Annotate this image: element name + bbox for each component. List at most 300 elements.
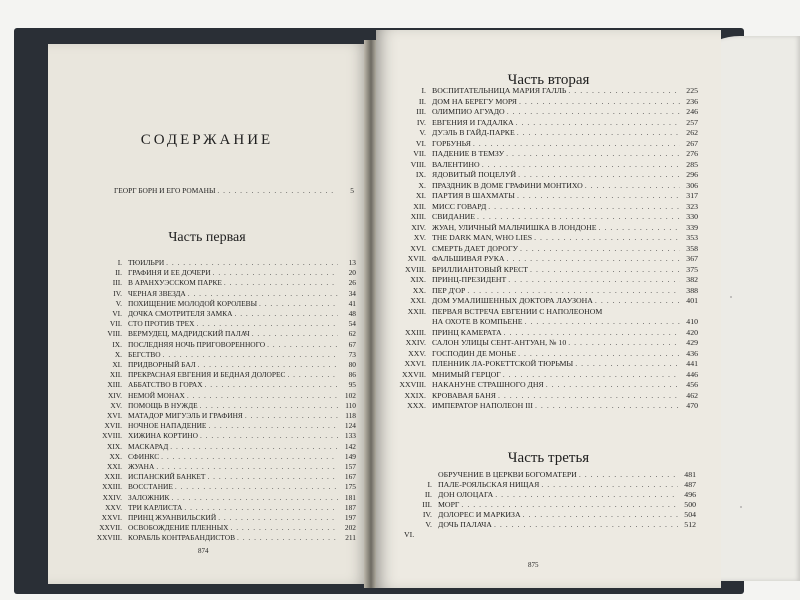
chapter-number: XXIX. [404, 390, 426, 400]
toc-entry [86, 442, 356, 452]
leader-dots [518, 349, 680, 359]
chapter-number: XXI. [107, 462, 122, 471]
chapter-page: 142 [344, 441, 356, 451]
chapter-number: I. [427, 480, 432, 489]
chapter-title: НАКАНУНЕ СТРАШНОГО ДНЯ [432, 380, 544, 389]
chapter-page: 296 [686, 170, 698, 179]
chapter-number: II. [115, 268, 122, 278]
chapter-page: 436 [686, 348, 698, 358]
leader-dots [507, 254, 680, 264]
chapter-page: 124 [344, 421, 356, 431]
chapter-title: ПРЕКРАСНАЯ ЕВГЕНИЯ И БЕДНАЯ ДОЛОРЕС [128, 370, 286, 380]
chapter-page: 470 [686, 401, 698, 410]
chapter-title: ВЕРМУДЕЦ, МАДРИДСКИЙ ПАЛАЧ [128, 329, 250, 339]
toc-entry [390, 349, 698, 359]
toc-entry [390, 286, 698, 296]
chapter-page: 441 [686, 359, 698, 368]
chapter-page: 41 [348, 298, 356, 308]
leader-dots [530, 265, 680, 275]
leader-dots [175, 482, 338, 492]
chapter-title: ПРАЗДНИК В ДОМЕ ГРАФИНИ МОНТИХО [432, 180, 583, 190]
chapter-number: V. [419, 128, 426, 137]
leader-dots [171, 493, 338, 503]
chapter-number: XVII. [104, 421, 122, 431]
toc-entry [404, 470, 696, 480]
chapter-page: 149 [344, 451, 356, 461]
chapter-number: I. [421, 86, 426, 95]
intro-entry [114, 186, 354, 196]
chapter-page: 246 [686, 107, 698, 116]
chapter-number: XV. [110, 400, 122, 410]
leader-dots [599, 223, 680, 233]
chapter-number: XXII. [407, 306, 426, 316]
chapter-number: XVIII. [405, 264, 426, 274]
chapter-number: XXIII. [405, 327, 426, 337]
chapter-title: АББАТСТВО В ГОРАХ [128, 380, 203, 390]
chapter-page: 267 [686, 138, 698, 148]
chapter-title: НЕМОЙ МОНАХ [128, 390, 185, 400]
chapter-number: XIII. [410, 212, 426, 221]
intro-title: ГЕОРГ БОРН И ЕГО РОМАНЫ [114, 186, 216, 195]
toc-entry [390, 328, 698, 338]
leader-dots [161, 452, 338, 462]
leader-dots [166, 258, 338, 268]
toc-entry [390, 317, 698, 327]
toc-entry [390, 265, 698, 275]
toc-entry [390, 212, 698, 222]
chapter-title: ОСВОБОЖДЕНИЕ ПЛЕННЫХ [128, 523, 229, 533]
toc-entry [390, 128, 698, 138]
chapter-page: 456 [686, 380, 698, 389]
chapter-number: VIII. [410, 159, 426, 169]
chapter-page: 202 [344, 523, 356, 533]
chapter-number: IV. [113, 288, 122, 298]
chapter-title: НА ОХОТЕ В КОМПЬЕНЕ [432, 317, 523, 326]
leader-dots [461, 500, 678, 510]
chapter-title: ИМПЕРАТОР НАПОЛЕОН III [432, 401, 534, 410]
toc-entry [390, 202, 698, 212]
toc-entry [390, 254, 698, 264]
chapter-page: 446 [686, 369, 698, 379]
toc-entry [390, 118, 698, 128]
chapter-page: 167 [344, 472, 356, 482]
chapter-title: ГРАФИНЯ И ЕЕ ДОЧЕРИ [128, 268, 211, 278]
toc-entry [404, 480, 696, 490]
chapter-number: XXII. [104, 472, 122, 482]
chapter-title: ПАДЕНИЕ В ТЕМЗУ [432, 149, 505, 158]
chapter-number: XVIII. [102, 431, 122, 441]
chapter-number: XXIV. [405, 338, 426, 347]
toc-entry [390, 149, 698, 159]
chapter-title: ЧЕРНАЯ ЗВЕЗДА [128, 288, 186, 298]
leader-dots [267, 340, 338, 350]
chapter-number: II. [418, 96, 426, 106]
chapter-title: ДОЧЬ ПАЛАЧА [438, 520, 492, 529]
toc-entry [86, 360, 356, 370]
chapter-title: СВИДАНИЕ [432, 212, 476, 221]
chapter-page: 187 [344, 502, 356, 512]
leader-dots [197, 319, 338, 329]
chapter-title: ПОСЛЕДНЯЯ НОЧЬ ПРИГОВОРЕННОГО [128, 339, 266, 349]
chapter-page: 410 [686, 317, 698, 326]
chapter-title: ЯДОВИТЫЙ ПОЦЕЛУЙ [432, 170, 517, 179]
chapter-number: XXI. [410, 296, 426, 305]
leader-dots [579, 470, 678, 480]
chapter-number: XI. [112, 360, 122, 369]
leader-dots [568, 86, 680, 96]
chapter-number: XIII. [107, 380, 122, 390]
chapter-number: XXVII. [99, 523, 122, 533]
toc-entry [86, 299, 356, 309]
page-number-left: 874 [198, 547, 209, 555]
chapter-page: 257 [686, 117, 698, 127]
leader-dots [467, 286, 680, 296]
chapter-number: VI. [112, 309, 122, 318]
toc-entry [390, 401, 698, 411]
chapter-number: IX. [415, 170, 426, 179]
chapter-page: 54 [348, 319, 356, 329]
left-page [48, 44, 366, 584]
chapter-number: XXVIII. [399, 380, 426, 389]
toc-entry [86, 289, 356, 299]
chapter-number: XXIV. [102, 492, 122, 502]
leader-dots [163, 350, 338, 360]
chapter-title: САЛОН УЛИЦЫ СЕНТ-АНТУАН, № 10 [432, 338, 567, 347]
chapter-number: XXVI. [404, 359, 426, 368]
leader-dots [494, 520, 678, 530]
leader-dots [213, 268, 338, 278]
toc-entry [86, 401, 356, 411]
chapter-title: ДОМ НА БЕРЕГУ МОРЯ [432, 96, 517, 106]
chapter-page: 262 [686, 128, 698, 137]
chapter-page: 388 [686, 285, 698, 295]
leader-dots [517, 128, 680, 138]
chapter-number: XIV. [411, 222, 426, 232]
chapter-title: МАТАДОР МИГУЭЛЬ И ГРАФИНЯ [128, 411, 243, 420]
toc-entry [86, 482, 356, 492]
leader-dots [205, 380, 338, 390]
chapter-title: ПРИНЦ-ПРЕЗИДЕНТ [432, 275, 507, 284]
leader-dots [170, 442, 338, 452]
chapter-page: 353 [686, 233, 698, 242]
chapter-page: 26 [348, 278, 356, 288]
intro-page: 5 [350, 186, 354, 195]
chapter-page: 512 [684, 520, 696, 529]
toc-entry [390, 370, 698, 380]
chapter-number: V. [425, 520, 432, 529]
leader-dots [507, 107, 680, 117]
chapter-title: ПАЛЕ-РОЯЛЬСКАЯ НИЩАЯ [438, 480, 540, 489]
chapter-page: 317 [686, 191, 698, 200]
chapter-page: 323 [686, 201, 698, 211]
leader-dots [208, 421, 338, 431]
chapter-number: IV. [422, 510, 432, 519]
toc-entry [390, 391, 698, 401]
leader-dots [237, 533, 338, 543]
chapter-page: 80 [348, 360, 356, 369]
toc-entry [390, 86, 698, 96]
chapter-title: ЖУАНА [128, 462, 155, 471]
chapter-title: МИСС ГОВАРД [432, 201, 487, 211]
leader-dots [224, 278, 338, 288]
leader-dots [534, 233, 680, 243]
leader-dots [477, 212, 680, 222]
toc-entry [404, 520, 696, 530]
chapter-page: 20 [348, 268, 356, 278]
toc-entry [86, 493, 356, 503]
part-one-title: Часть первая [168, 230, 246, 245]
leader-dots [198, 360, 338, 370]
toc-entry [390, 170, 698, 180]
leader-dots [235, 309, 338, 319]
toc-entry [390, 275, 698, 285]
toc-entry [86, 462, 356, 472]
toc-entry [390, 233, 698, 243]
chapter-title: ДУЭЛЬ В ГАЙД-ПАРКЕ [432, 128, 515, 137]
leader-dots [188, 289, 338, 299]
chapter-number: XXX. [407, 401, 426, 410]
toc-entry [86, 452, 356, 462]
toc-entry [390, 307, 698, 317]
chapter-title: ТРИ КАРЛИСТА [128, 502, 183, 512]
chapter-number: VII. [413, 149, 426, 158]
chapter-title: ПРИДВОРНЫЙ БАЛ [128, 360, 196, 369]
chapter-page: 110 [345, 400, 356, 410]
toc-entry [86, 380, 356, 390]
chapter-page: 306 [686, 180, 698, 190]
page-number-right: 875 [528, 561, 539, 569]
chapter-title: ПОХИЩЕНИЕ МОЛОДОЙ КОРОЛЕВЫ [128, 298, 258, 308]
chapter-number: XIX. [410, 275, 426, 284]
toc-entry [390, 160, 698, 170]
leader-dots [184, 503, 338, 513]
leader-dots [523, 510, 678, 520]
chapter-title: ОБРУЧЕНИЕ В ЦЕРКВИ БОГОМАТЕРИ [438, 470, 577, 479]
chapter-title: КОРАБЛЬ КОНТРАБАНДИСТОВ [128, 533, 235, 543]
chapter-title: ПЛЕННИК ЛА-РОКЕТТСКОЙ ТЮРЬМЫ [432, 359, 574, 368]
chapter-page: 236 [686, 96, 698, 106]
chapter-page: 339 [686, 222, 698, 232]
chapter-number: VI. [404, 530, 415, 539]
chapter-page: 197 [344, 513, 356, 522]
chapter-page: 358 [686, 243, 698, 253]
leader-dots [508, 275, 680, 285]
toc-entry [86, 411, 356, 421]
chapter-number: XXVI. [101, 513, 122, 522]
leader-dots [519, 97, 680, 107]
leader-dots [231, 523, 338, 533]
leader-dots [473, 139, 680, 149]
chapter-number: XXV. [105, 502, 122, 512]
chapter-page: 401 [686, 296, 698, 305]
chapter-number: XX. [412, 285, 426, 295]
chapter-page: 330 [686, 212, 698, 221]
chapter-page: 375 [686, 264, 698, 274]
leader-dots [541, 480, 678, 490]
leader-dots [287, 370, 338, 380]
leader-dots [516, 118, 680, 128]
leader-dots [187, 391, 338, 401]
chapter-page: 481 [684, 470, 696, 479]
chapter-title: ДОЛОРЕС И МАРКИЗА [438, 510, 521, 519]
toc-entry [86, 533, 356, 543]
toc-entry [86, 513, 356, 523]
chapter-title: ПЕРВАЯ ВСТРЕЧА ЕВГЕНИИ С НАПОЛЕОНОМ [432, 306, 603, 316]
chapter-title: МНИМЫЙ ГЕРЦОГ [432, 369, 501, 379]
toc-entry [404, 490, 696, 500]
chapter-page: 157 [344, 462, 356, 471]
chapter-title: МОРГ [438, 500, 460, 509]
leader-dots [498, 391, 680, 401]
toc-entry [86, 340, 356, 350]
chapter-page: 48 [348, 309, 356, 318]
chapter-title: ФАЛЬШИВАЯ РУКА [432, 254, 505, 263]
right-page [376, 30, 721, 588]
chapter-number: VIII. [107, 329, 122, 339]
chapter-title: ГОРБУНЬЯ [432, 138, 471, 148]
leader-dots [200, 431, 338, 441]
chapter-number: XXVIII. [96, 533, 122, 543]
toc-entry [86, 278, 356, 288]
leader-dots [156, 462, 338, 472]
toc-entry [86, 329, 356, 339]
chapter-title: ДОН ОЛОЦАГА [438, 490, 494, 499]
toc-entry [86, 370, 356, 380]
toc-entry [390, 191, 698, 201]
chapter-title: ПРИНЦ КАМЕРАТА [432, 327, 502, 337]
leader-dots [207, 472, 338, 482]
toc-entry [390, 338, 698, 348]
leader-dots [503, 370, 680, 380]
toc-entry [390, 223, 698, 233]
leader-dots [525, 317, 680, 327]
toc-entry [390, 97, 698, 107]
chapter-page: 62 [348, 329, 356, 339]
leader-dots [568, 338, 680, 348]
toc-entry [86, 258, 356, 268]
toc-entry [390, 181, 698, 191]
toc-entry [86, 421, 356, 431]
leader-dots [217, 186, 336, 196]
chapter-number: XIV. [107, 390, 122, 400]
chapter-number: XII. [109, 370, 122, 380]
chapter-number: XVI. [107, 411, 122, 420]
toc-title: СОДЕРЖАНИЕ [140, 132, 274, 148]
chapter-title: СТО ПРОТИВ ТРЕХ [128, 319, 195, 329]
chapter-title: ЖУАН, УЛИЧНЫЙ МАЛЬЧИШКА В ЛОНДОНЕ [432, 222, 597, 232]
chapter-page: 211 [345, 533, 356, 543]
leader-dots [506, 149, 680, 159]
chapter-number: XXIII. [102, 482, 122, 492]
chapter-page: 487 [684, 480, 696, 489]
chapter-number: X. [418, 180, 426, 190]
chapter-page: 13 [348, 258, 356, 267]
chapter-title: ДОМ УМАЛИШЕННЫХ ДОКТОРА ЛАУЗОНА [432, 296, 593, 305]
chapter-number: X. [114, 349, 122, 359]
chapter-page: 175 [344, 482, 356, 492]
toc-entry [86, 391, 356, 401]
toc-entry [86, 350, 356, 360]
toc-entry [86, 503, 356, 513]
chapter-number: XV. [413, 233, 426, 242]
leader-dots [488, 202, 680, 212]
chapter-page: 504 [684, 510, 696, 519]
chapter-title: THE DARK MAN, WHO LIES [432, 233, 533, 242]
leader-dots [495, 490, 678, 500]
chapter-page: 118 [345, 411, 356, 420]
chapter-title: ХИЖИНА КОРТИНО [128, 431, 198, 441]
chapter-number: XXV. [408, 348, 426, 358]
leader-dots [504, 328, 680, 338]
chapter-title: ДОЧКА СМОТРИТЕЛЯ ЗАМКА [128, 309, 233, 318]
chapter-page: 420 [686, 327, 698, 337]
leader-dots [245, 411, 338, 421]
leader-dots [595, 296, 680, 306]
chapter-number: VII. [109, 319, 122, 329]
chapter-title: ОЛИМПИО АГУАДО [432, 107, 505, 116]
toc-entry [86, 319, 356, 329]
chapter-page: 500 [684, 500, 696, 509]
leader-dots [259, 299, 338, 309]
chapter-title: ПОМОЩЬ В НУЖДЕ [128, 400, 198, 410]
chapter-number: XVI. [410, 243, 426, 253]
part-two-title: Часть вторая [507, 72, 590, 88]
chapter-number: XII. [413, 201, 426, 211]
chapter-title: В АРАНХУЭССКОМ ПАРКЕ [128, 278, 222, 288]
leader-dots [518, 170, 680, 180]
chapter-page: 382 [686, 275, 698, 284]
toc-entry [390, 380, 698, 390]
chapter-title: ПРИНЦ ЖУАНВИЛЬСКИЙ [128, 513, 217, 522]
chapter-page: 429 [686, 338, 698, 347]
chapter-number: VI. [415, 138, 426, 148]
chapter-title: МАСКАРАД [128, 441, 169, 451]
leader-dots [585, 181, 680, 191]
toc-entry [404, 510, 696, 520]
toc-entry [86, 431, 356, 441]
chapter-number: XVII. [407, 254, 426, 263]
toc-entry [86, 523, 356, 533]
toc-entry [404, 500, 696, 510]
chapter-page: 276 [686, 149, 698, 158]
toc-entry [86, 309, 356, 319]
chapter-page: 285 [686, 159, 698, 169]
leader-dots [535, 401, 680, 411]
chapter-title: КРОВАВАЯ БАНЯ [432, 390, 496, 400]
chapter-page: 133 [344, 431, 356, 441]
chapter-page: 73 [348, 349, 356, 359]
chapter-title: ЕВГЕНИЯ И ГАДАЛКА [432, 117, 514, 127]
chapter-title: ТЮИЛЬРИ [128, 258, 165, 267]
chapter-number: IV. [416, 117, 426, 127]
chapter-number: III. [422, 500, 432, 509]
part-three-title: Часть третья [507, 450, 590, 466]
chapter-number: III. [416, 107, 426, 116]
chapter-number: XIX. [107, 441, 122, 451]
chapter-title: СМЕРТЬ ДАЕТ ДОРОГУ [432, 243, 518, 253]
chapter-page: 34 [348, 288, 356, 298]
chapter-title: ВОСПИТАТЕЛЬНИЦА МАРИЯ ГАЛЛЬ [432, 86, 567, 95]
chapter-title: ВАЛЕНТИНО [432, 159, 480, 169]
leader-dots [200, 401, 338, 411]
leader-dots [520, 244, 680, 254]
chapter-number: V. [115, 298, 122, 308]
toc-entry [390, 107, 698, 117]
chapter-page: 86 [348, 370, 356, 380]
leader-dots [482, 160, 680, 170]
chapter-page: 367 [686, 254, 698, 263]
chapter-title: БРИЛЛИАНТОВЫЙ КРЕСТ [432, 264, 529, 274]
